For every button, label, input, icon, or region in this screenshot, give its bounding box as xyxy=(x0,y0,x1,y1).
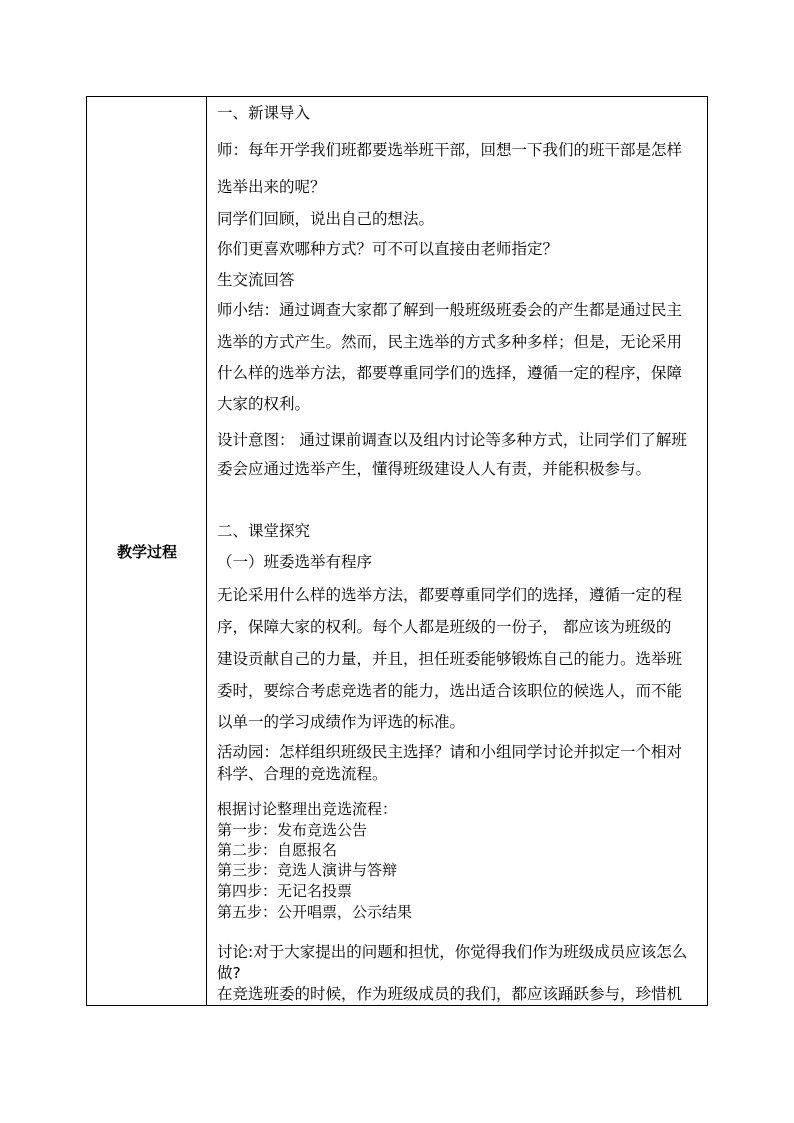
row-label-cell xyxy=(87,97,207,1005)
process-step: 第五步：公开唱票，公示结果 xyxy=(217,903,413,921)
activity-line: 活动园：怎样组织班级民主选择？请和小组同学讨论并拟定一个相对 xyxy=(217,743,683,761)
process-step: 第三步：竞选人演讲与答辩 xyxy=(217,861,398,879)
paragraph-line: 无论采用什么样的选举方法，都要尊重同学们的选择，遵循一定的程 xyxy=(217,586,683,604)
section-heading-intro: 一、新课导入 xyxy=(217,104,311,122)
paragraph-line: 同学们回顾，说出自己的想法。 xyxy=(217,210,435,228)
paragraph-line: 选举出来的呢？ xyxy=(217,178,326,196)
row-label: 教学过程 xyxy=(116,543,177,561)
process-step: 第二步：自愿报名 xyxy=(217,841,338,859)
paragraph-line: 在竞选班委的时候，作为班级成员的我们，都应该踊跃参与，珍惜机 xyxy=(217,985,683,1003)
discussion-line: 讨论:对于大家提出的问题和担忧，你觉得我们作为班级成员应该怎么 xyxy=(217,943,688,961)
discussion-line: 做? xyxy=(217,964,241,982)
activity-line: 科学、合理的竞选流程。 xyxy=(217,765,388,783)
paragraph-line: 生交流回答 xyxy=(217,271,295,289)
process-intro: 根据讨论整理出竞选流程： xyxy=(217,800,398,818)
lesson-table xyxy=(86,96,708,1006)
paragraph-line: 建设贡献自己的力量，并且，担任班委能够锻炼自己的能力。选举班 xyxy=(217,650,683,668)
section-heading-explore: 二、课堂探究 xyxy=(217,522,311,540)
paragraph-line: 大家的权利。 xyxy=(217,395,311,413)
paragraph-line: 选举的方式产生。然而，民主选举的方式多种多样；但是，无论采用 xyxy=(217,333,683,351)
paragraph-line: 师小结：通过调查大家都了解到一般班级班委会的产生都是通过民主 xyxy=(217,301,683,319)
paragraph-line: 序，保障大家的权利。每个人都是班级的一份子， 都应该为班级的 xyxy=(217,618,672,636)
paragraph-line: 你们更喜欢哪种方式？可不可以直接由老师指定？ xyxy=(217,240,559,258)
paragraph-line: 以单一的学习成绩作为评选的标准。 xyxy=(217,713,466,731)
design-intent-line: 委会应通过选举产生，懂得班级建设人人有责，并能积极参与。 xyxy=(217,460,652,478)
design-intent-line: 设计意图： 通过课前调查以及组内讨论等多种方式，让同学们了解班 xyxy=(217,431,687,449)
subsection-heading: （一）班委选举有程序 xyxy=(217,553,373,571)
process-step: 第四步：无记名投票 xyxy=(217,882,353,900)
paragraph-line: 什么样的选举方法，都要尊重同学们的选择，遵循一定的程序，保障 xyxy=(217,364,683,382)
paragraph-line: 委时，要综合考虑竞选者的能力，选出适合该职位的候选人，而不能 xyxy=(217,682,683,700)
process-step: 第一步：发布竞选公告 xyxy=(217,821,368,839)
paragraph-line: 师：每年开学我们班都要选举班干部，回想一下我们的班干部是怎样 xyxy=(217,141,683,159)
content-cell xyxy=(208,97,707,1005)
